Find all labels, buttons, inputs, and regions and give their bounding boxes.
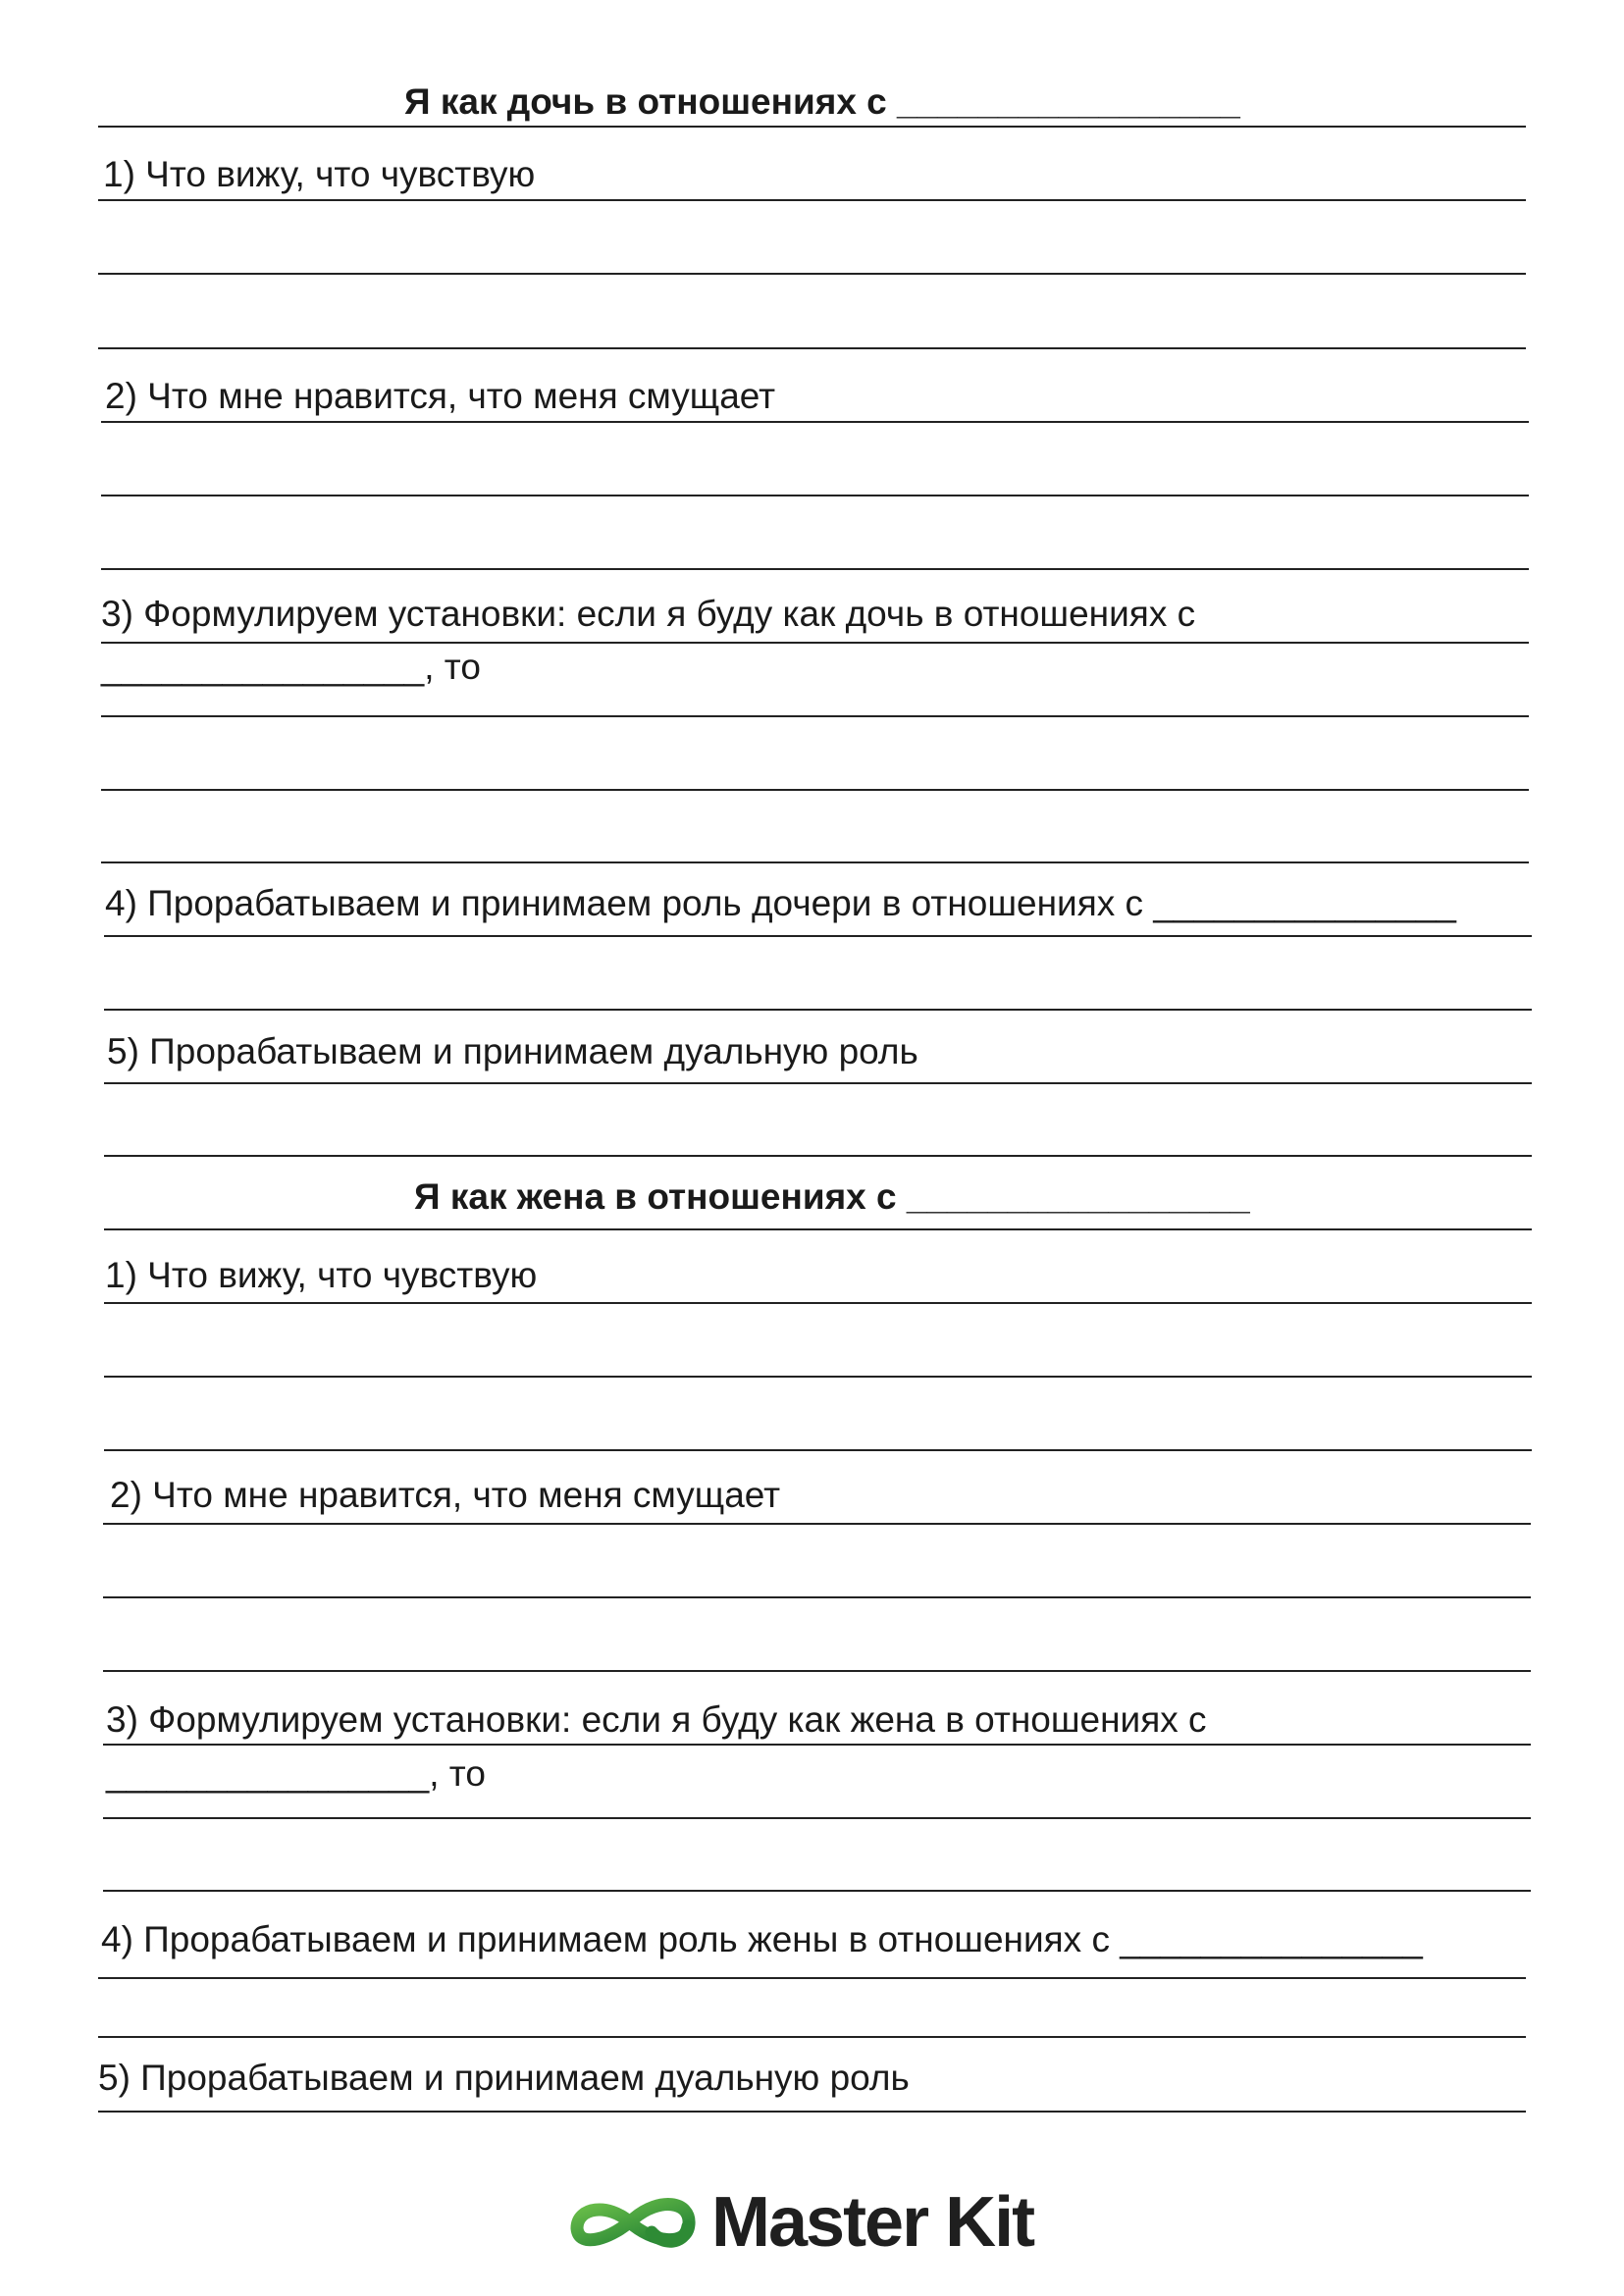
writing-line[interactable]	[101, 715, 1529, 717]
writing-line[interactable]	[101, 789, 1529, 791]
writing-line[interactable]	[98, 273, 1526, 275]
section-2-title: Я как жена в отношениях с _________________	[414, 1176, 1250, 1217]
section-1-question-2: 2) Что мне нравится, что меня смущает	[105, 376, 776, 416]
writing-line[interactable]	[98, 2036, 1526, 2038]
writing-line[interactable]	[103, 1817, 1531, 1819]
writing-line[interactable]	[103, 1523, 1531, 1525]
writing-line[interactable]	[104, 1155, 1532, 1157]
writing-line[interactable]	[98, 2111, 1526, 2113]
writing-line[interactable]	[104, 935, 1532, 937]
section-1-title: Я как дочь в отношениях с _________________	[404, 81, 1240, 122]
section-2-question-1: 1) Что вижу, что чувствую	[105, 1255, 538, 1295]
section-2-question-3-cont: ________________, то	[106, 1753, 486, 1794]
writing-line[interactable]	[101, 568, 1529, 570]
writing-line[interactable]	[101, 861, 1529, 863]
section-1-question-4: 4) Прорабатываем и принимаем роль дочери в отношениях с _______________	[105, 883, 1456, 923]
writing-line[interactable]	[103, 1670, 1531, 1672]
writing-line[interactable]	[103, 1596, 1531, 1598]
section-2-question-3: 3) Формулируем установки: если я буду как жена в отношениях с	[106, 1699, 1207, 1740]
brand-name: Master Kit	[711, 2183, 1034, 2262]
section-2-question-4: 4) Прорабатываем и принимаем роль жены в отношениях с _______________	[101, 1919, 1423, 1959]
writing-line[interactable]	[98, 347, 1526, 349]
section-2-question-2: 2) Что мне нравится, что меня смущает	[110, 1475, 781, 1515]
writing-line[interactable]	[103, 1890, 1531, 1892]
writing-line[interactable]	[104, 1376, 1532, 1378]
writing-line[interactable]	[103, 1744, 1531, 1746]
writing-line[interactable]	[104, 1302, 1532, 1304]
writing-line[interactable]	[101, 642, 1529, 644]
writing-line[interactable]	[101, 495, 1529, 496]
infinity-loop-icon	[569, 2189, 697, 2262]
section-1-question-1: 1) Что вижу, что чувствую	[103, 154, 536, 194]
writing-line[interactable]	[104, 1082, 1532, 1084]
section-1-question-3-cont: ________________, то	[101, 647, 481, 687]
writing-line[interactable]	[104, 1228, 1532, 1230]
writing-line[interactable]	[104, 1009, 1532, 1011]
section-1-question-3: 3) Формулируем установки: если я буду как дочь в отношениях с	[101, 594, 1196, 634]
writing-line[interactable]	[98, 199, 1526, 201]
writing-line[interactable]	[98, 126, 1526, 128]
section-1-question-5: 5) Прорабатываем и принимаем дуальную роль	[107, 1031, 918, 1071]
writing-line[interactable]	[98, 1977, 1526, 1979]
writing-line[interactable]	[104, 1449, 1532, 1451]
master-kit-logo	[569, 2183, 1040, 2262]
section-2-question-5: 5) Прорабатываем и принимаем дуальную роль	[98, 2058, 910, 2098]
writing-line[interactable]	[101, 421, 1529, 423]
